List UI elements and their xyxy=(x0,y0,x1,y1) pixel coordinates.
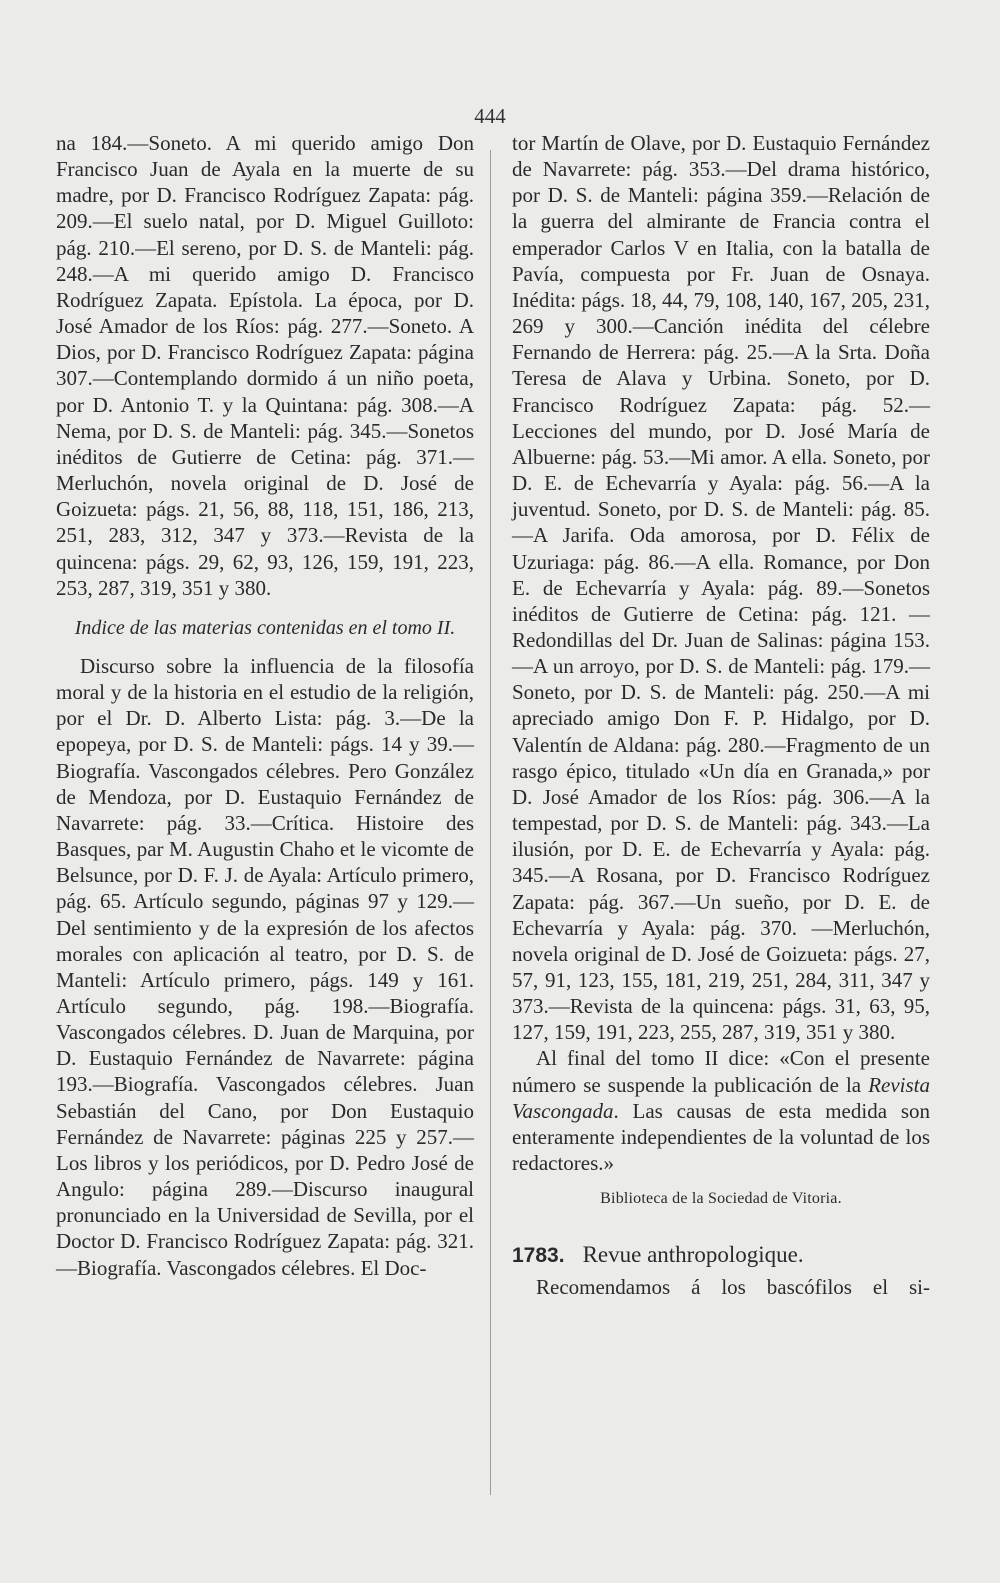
right-column xyxy=(512,130,930,1300)
left-continuation-paragraph: na 184.—Soneto. A mi querido amigo Don Francisco Juan de Ayala en la muerte de su madre, por D. Francisco Rodríguez Zapata: pág. 209.—El suelo natal, por D. Miguel Guilloto: pág. 210.—El sereno, por D. S. de Manteli: pág. 248.—A mi querido amigo D. Francisco Rodríguez Zapata. Epístola. La época, por D. José Amador de los Ríos: pág. 277.—Soneto. A Dios, por D. Francisco Rodríguez Zapata: página 307.—Contemplando dormido á un niño poeta, por D. Antonio T. y la Quintana: pág. 308.—A Nema, por D. S. de Manteli: pág. 345.—Sonetos inéditos de Gutierre de Cetina: pág. 371.—Merluchón, novela original de D. José de Goizueta: págs. 21, 56, 88, 118, 151, 186, 213, 251, 283, 312, 347 y 373.—Revista de la quincena: págs. 29, 62, 93, 126, 159, 191, 223, 253, 287, 319, 351 y 380. xyxy=(56,131,474,600)
journal-title: Revista Vascongada xyxy=(512,1072,930,1123)
section-heading: Indice de las materias contenidas en el tomo II. xyxy=(74,616,456,639)
final-note-paragraph xyxy=(512,1045,930,1176)
entry-title: Revue anthropologique. xyxy=(582,1242,804,1268)
page-number: 444 xyxy=(474,104,506,128)
entry-text: Recomendamos á los bascófilos el si- xyxy=(536,1274,930,1299)
library-note: Biblioteca de la Sociedad de Vitoria. xyxy=(600,1190,842,1208)
left-column xyxy=(56,130,474,1281)
section-body-paragraph: Discurso sobre la influencia de la filosofía moral y de la historia en el estudio de la religión, por el Dr. D. Alberto Lista: pág. 3.—De la epopeya, por D. S. de Manteli: págs. 14 y 39.—Biografía. Vascongados célebres. Pero González de Mendoza, por D. Eustaquio Fernández de Navarrete: pág. 33.—Crítica. Histoire des Basques, par M. Augustin Chaho et le vicomte de Belsunce, por D. F. J. de Ayala: Artículo primero, pág. 65. Artículo segundo, páginas 97 y 129.—Del sentimiento y de la expresión de los afectos morales con aplicación al teatro, por D. S. de Manteli: Artículo primero, págs. 149 y 161. Artículo segundo, pág. 198.—Biografía. Vascongados célebres. D. Juan de Marquina, por D. Eustaquio Fernández de Navarrete: página 193.—Biografía. Vascongados célebres. Juan Sebastián del Cano, por Don Eustaquio Fernández de Navarrete: páginas 225 y 257.—Los libros y los periódicos, por D. Pedro José de Angulo: página 289.—Discurso inaugural pronunciado en la Universidad de Sevilla, por el Doctor D. Francisco Rodríguez Zapata: pág. 321. —Biografía. Vascongados célebres. El Doc- xyxy=(56,653,474,1280)
final-note-prefix: Al final del tomo II dice: «Con el presente número se suspende la publicación de la xyxy=(512,1046,930,1097)
column-divider xyxy=(490,150,491,1495)
final-note-suffix: . Las causas de esta medida son enteramente independientes de la voluntad de los redactores.» xyxy=(512,1098,930,1176)
entry-number: 1783. xyxy=(512,1244,565,1268)
right-continuation-paragraph: tor Martín de Olave, por D. Eustaquio Fernández de Navarrete: pág. 353.—Del drama histórico, por D. S. de Manteli: página 359.—Relación de la guerra del almirante de Francia contra el emperador Carlos V en Italia, con la batalla de Pavía, compuesta por Fr. Juan de Osnaya. Inédita: págs. 18, 44, 79, 108, 140, 167, 205, 231, 269 y 300.—Canción inédita del célebre Fernando de Herrera: pág. 25.—A la Srta. Doña Teresa de Alava y Urbina. Soneto, por D. Francisco Rodríguez Zapata: pág. 52.—Lecciones del mundo, por D. José María de Albuerne: pág. 53.—Mi amor. A ella. Soneto, por D. E. de Echevarría y Ayala: pág. 56.—A la juventud. Soneto, por D. S. de Manteli: pág. 85.—A Jarifa. Oda amorosa, por D. Félix de Uzuriaga: pág. 86.—A ella. Romance, por Don E. de Echevarría y Ayala: pág. 89.—Sonetos inéditos de Gutierre de Cetina: pág. 121. —Redondillas del Dr. Juan de Salinas: página 153.—A un arroyo, por D. S. de Manteli: pág. 179.—Soneto, por D. S. de Manteli: pág. 250.—A mi apreciado amigo Don F. P. Hidalgo, por D. Valentín de Aldana: pág. 280.—Fragmento de un rasgo épico, titulado «Un día en Granada,» por D. José Amador de los Ríos: pág. 306.—A la tempestad, por D. S. de Manteli: pág. 343.—La ilusión, por D. E. de Echevarría y Ayala: pág. 345.—A Rosana, por D. Francisco Rodríguez Zapata: pág. 367.—Un sueño, por D. E. de Echevarría y Ayala: pág. 370. —Merluchón, novela original de D. José de Goizueta: págs. 27, 57, 91, 123, 155, 181, 219, 251, 284, 311, 347 y 373.—Revista de la quincena: págs. 31, 63, 95, 127, 159, 191, 223, 255, 287, 319, 351 y 380. xyxy=(512,131,930,1045)
entry-heading xyxy=(512,1242,930,1269)
